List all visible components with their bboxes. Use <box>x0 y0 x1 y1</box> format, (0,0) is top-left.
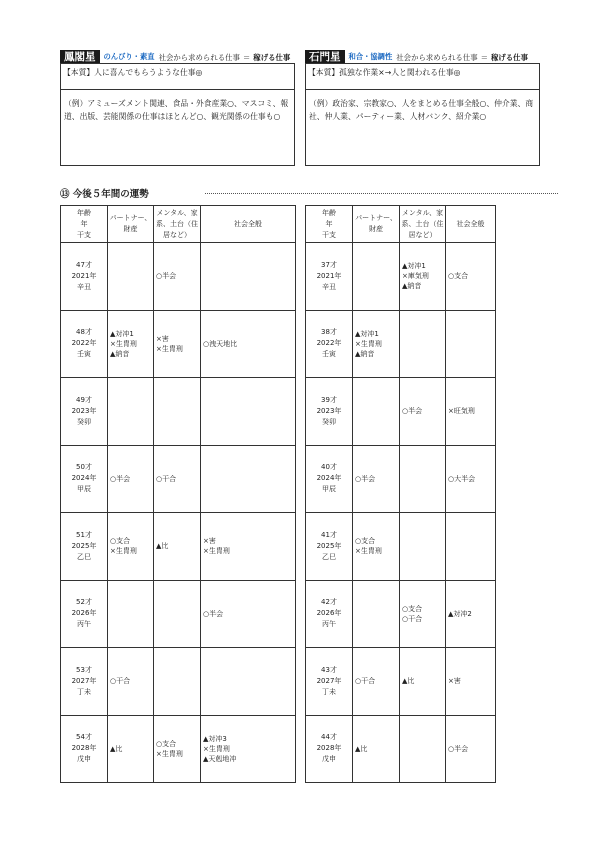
age-year-cell: 53才 2027年 丁未 <box>61 648 108 716</box>
age-year-cell: 51才 2025年 乙巳 <box>61 513 108 581</box>
age-year-cell: 37才 2021年 辛丑 <box>306 243 353 311</box>
mental-cell <box>154 580 201 648</box>
fortune-entry: ○干合 <box>402 614 423 623</box>
social-cell <box>446 715 496 783</box>
column-header: メンタル、家 系、土台（住 居など） <box>154 206 201 243</box>
essence-text: 【本質】孤独な作業×→人と関われる仕事◎ <box>308 68 461 77</box>
social-cell <box>201 445 296 513</box>
header-row <box>61 206 296 243</box>
table-row <box>61 513 296 581</box>
star-header <box>305 51 540 63</box>
partner-cell <box>353 378 400 446</box>
social-cell <box>446 580 496 648</box>
age-year-cell: 43才 2027年 丁未 <box>306 648 353 716</box>
fortune-entry: ○大半会 <box>448 474 476 483</box>
fortune-entry: ×生冑刑 <box>355 339 382 348</box>
table-row <box>306 513 496 581</box>
table-row <box>61 378 296 446</box>
age-year-cell: 38才 2022年 壬寅 <box>306 310 353 378</box>
divider <box>61 89 294 90</box>
work-box <box>60 63 295 166</box>
age-year-cell: 39才 2023年 癸卯 <box>306 378 353 446</box>
fortune-entry: ○支合 <box>402 604 423 613</box>
fortune-entry: ▲比 <box>355 744 368 753</box>
mental-cell <box>154 310 201 378</box>
table-row <box>306 715 496 783</box>
fortune-entry: ×生冑刑 <box>355 547 382 556</box>
fortune-entry: ○支合 <box>355 537 376 546</box>
fortune-entry: ×害 <box>203 537 216 546</box>
fortune-entry: ×生冑刑 <box>110 339 137 348</box>
table-row <box>306 378 496 446</box>
mental-cell <box>154 513 201 581</box>
social-cell <box>201 580 296 648</box>
age-year-cell: 48才 2022年 壬寅 <box>61 310 108 378</box>
social-cell <box>201 648 296 716</box>
section-title: ⑬ 今後５年間の運勢 <box>60 189 149 200</box>
partner-cell <box>108 715 154 783</box>
mental-cell <box>154 715 201 783</box>
fortune-entry: ○半会 <box>448 744 469 753</box>
fortune-entry: ▲対冲1 <box>110 329 134 338</box>
work-box <box>305 63 540 166</box>
header-row <box>306 206 496 243</box>
star-header <box>60 51 295 63</box>
fortune-entry: ○干合 <box>156 474 177 483</box>
partner-cell <box>108 580 154 648</box>
partner-cell <box>108 310 154 378</box>
table-row <box>61 243 296 311</box>
social-cell <box>201 310 296 378</box>
age-year-cell: 44才 2028年 戊申 <box>306 715 353 783</box>
star-demand: 社会から求められる仕事 <box>158 52 240 62</box>
partner-cell <box>108 378 154 446</box>
partner-cell <box>353 715 400 783</box>
column-header: 社会全般 <box>201 206 296 243</box>
table-row <box>61 648 296 716</box>
fortune-table-left <box>60 205 296 783</box>
social-cell <box>446 243 496 311</box>
age-year-cell: 41才 2025年 乙巳 <box>306 513 353 581</box>
examples-text: （例）アミューズメント関連、食品・外食産業○、マスコミ、報道、出版、芸能関係の仕事はほとんど○、観光関係の仕事も○ <box>64 99 289 121</box>
table-row <box>306 648 496 716</box>
table-row <box>306 580 496 648</box>
star-trait: のんびり・素直 <box>103 52 155 61</box>
table-row <box>61 715 296 783</box>
mental-cell <box>154 445 201 513</box>
social-cell <box>446 513 496 581</box>
mental-cell <box>400 378 446 446</box>
fortune-table-right <box>305 205 496 783</box>
fortune-entry: ▲対冲1 <box>355 329 379 338</box>
social-cell <box>201 378 296 446</box>
fortune-entry: ×生冑刑 <box>110 547 137 556</box>
age-year-cell: 50才 2024年 甲辰 <box>61 445 108 513</box>
star-trait: 和合・協調性 <box>348 52 393 61</box>
fortune-entry: ▲納音 <box>355 349 375 358</box>
column-header: メンタル、家 系、土台（住 居など） <box>400 206 446 243</box>
table-row <box>306 243 496 311</box>
fortune-entry: ▲納音 <box>402 282 422 291</box>
fortune-entry: ×生冑刑 <box>203 547 230 556</box>
partner-cell <box>353 513 400 581</box>
partner-cell <box>353 243 400 311</box>
partner-cell <box>353 580 400 648</box>
earnable-work: 稼げる仕事 <box>253 52 291 62</box>
mental-cell <box>400 648 446 716</box>
social-cell <box>201 513 296 581</box>
column-header: パートナー、 財産 <box>353 206 400 243</box>
fortune-entry: ▲比 <box>156 542 169 551</box>
fortune-entry: ×生冑刑 <box>156 344 183 353</box>
partner-cell <box>353 648 400 716</box>
age-year-cell: 47才 2021年 辛丑 <box>61 243 108 311</box>
fortune-entry: ▲対冲3 <box>203 734 227 743</box>
mental-cell <box>400 243 446 311</box>
table-row <box>61 445 296 513</box>
column-header: パートナー、 財産 <box>108 206 154 243</box>
fortune-entry: ×庫気刑 <box>402 272 429 281</box>
fortune-entry: ○干合 <box>110 677 131 686</box>
age-year-cell: 52才 2026年 丙午 <box>61 580 108 648</box>
fortune-entry: ▲対冲1 <box>402 262 426 271</box>
earnable-work: 稼げる仕事 <box>491 52 528 62</box>
fortune-entry: ▲比 <box>402 677 415 686</box>
column-header: 年齢 年 干支 <box>306 206 353 243</box>
table-row <box>306 310 496 378</box>
mental-cell <box>400 310 446 378</box>
social-cell <box>446 378 496 446</box>
fortune-entry: ×生冑刑 <box>156 749 183 758</box>
examples-text: （例）政治家、宗教家○、人をまとめる仕事全般○、仲介業、商社、仲人業、パーティー業、人材バンク、紹介業○ <box>309 99 534 121</box>
fortune-entry: ×生冑刑 <box>203 744 230 753</box>
mental-cell <box>400 580 446 648</box>
essence-text: 【本質】人に喜んでもらうような仕事◎ <box>63 68 203 77</box>
partner-cell <box>108 243 154 311</box>
fortune-entry: ×旺気刑 <box>448 407 475 416</box>
equals-sign: ＝ <box>480 52 488 62</box>
mental-cell <box>154 378 201 446</box>
fortune-entry: ▲比 <box>110 744 123 753</box>
mental-cell <box>400 445 446 513</box>
fortune-entry: ○支合 <box>448 272 469 281</box>
age-year-cell: 42才 2026年 丙午 <box>306 580 353 648</box>
fortune-entry: ○干合 <box>355 677 376 686</box>
fortune-entry: ○支合 <box>110 537 131 546</box>
fortune-entry: ○洩天地比 <box>203 339 238 348</box>
fortune-entry: ○半会 <box>402 407 423 416</box>
fortune-entry: ○支合 <box>156 739 177 748</box>
table-row <box>61 310 296 378</box>
fortune-entry: ○半会 <box>203 609 224 618</box>
age-year-cell: 49才 2023年 癸卯 <box>61 378 108 446</box>
fortune-entry: ×害 <box>156 334 169 343</box>
star-name: 鳳閣星 <box>60 50 100 64</box>
fortune-entry: ▲対冲2 <box>448 609 472 618</box>
social-cell <box>446 445 496 513</box>
table-row <box>61 580 296 648</box>
fortune-entry: ○半会 <box>156 272 177 281</box>
column-header: 年齢 年 干支 <box>61 206 108 243</box>
divider <box>306 89 539 90</box>
partner-cell <box>353 445 400 513</box>
star-demand: 社会から求められる仕事 <box>396 52 478 62</box>
fortune-entry: ○半会 <box>110 474 131 483</box>
equals-sign: ＝ <box>242 52 251 62</box>
mental-cell <box>400 715 446 783</box>
partner-cell <box>108 648 154 716</box>
star-block-left <box>60 51 295 166</box>
star-name: 石門星 <box>305 50 345 64</box>
social-cell <box>446 310 496 378</box>
fortune-entry: ×害 <box>448 677 461 686</box>
star-block-right <box>305 51 540 166</box>
partner-cell <box>353 310 400 378</box>
age-year-cell: 54才 2028年 戊申 <box>61 715 108 783</box>
partner-cell <box>108 513 154 581</box>
fortune-entry: ▲納音 <box>110 349 130 358</box>
mental-cell <box>154 243 201 311</box>
table-row <box>306 445 496 513</box>
mental-cell <box>154 648 201 716</box>
column-header: 社会全般 <box>446 206 496 243</box>
age-year-cell: 40才 2024年 甲辰 <box>306 445 353 513</box>
social-cell <box>201 715 296 783</box>
dotted-leader <box>205 193 558 194</box>
fortune-entry: ○半会 <box>355 474 376 483</box>
fortune-entry: ▲天剋地冲 <box>203 754 237 763</box>
social-cell <box>446 648 496 716</box>
social-cell <box>201 243 296 311</box>
partner-cell <box>108 445 154 513</box>
mental-cell <box>400 513 446 581</box>
